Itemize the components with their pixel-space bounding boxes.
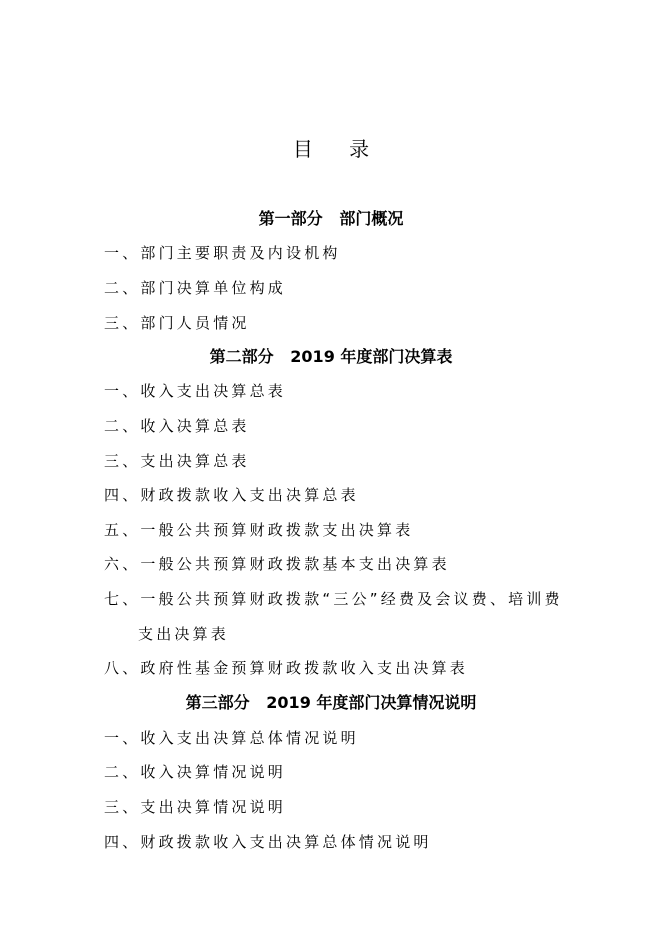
part-heading-1: 第一部分 部门概况 — [258, 209, 404, 228]
toc-item: 一、收入支出决算总表 — [104, 382, 287, 400]
part-heading-2: 第二部分 2019 年度部门决算表 — [209, 347, 453, 366]
toc-item: 六、一般公共预算财政拨款基本支出决算表 — [104, 555, 450, 573]
toc-item: 一、部门主要职责及内设机构 — [104, 244, 341, 262]
toc-item: 七、一般公共预算财政拨款“三公”经费及会议费、培训费 — [104, 590, 563, 608]
toc-item-continuation: 支出决算表 — [138, 625, 230, 643]
toc-item: 三、部门人员情况 — [104, 314, 250, 332]
toc-item: 八、政府性基金预算财政拨款收入支出决算表 — [104, 659, 469, 677]
toc-item: 四、财政拨款收入支出决算总表 — [104, 486, 359, 504]
toc-item: 四、财政拨款收入支出决算总体情况说明 — [104, 833, 432, 851]
toc-item: 三、支出决算总表 — [104, 452, 250, 470]
toc-item: 二、收入决算总表 — [104, 417, 250, 435]
toc-item: 三、支出决算情况说明 — [104, 798, 287, 816]
toc-title: 目 录 — [292, 137, 385, 161]
toc-item: 一、收入支出决算总体情况说明 — [104, 729, 359, 747]
toc-item: 二、部门决算单位构成 — [104, 279, 287, 297]
toc-item: 五、一般公共预算财政拨款支出决算表 — [104, 521, 414, 539]
part-heading-3: 第三部分 2019 年度部门决算情况说明 — [185, 693, 477, 712]
toc-item: 二、收入决算情况说明 — [104, 763, 287, 781]
